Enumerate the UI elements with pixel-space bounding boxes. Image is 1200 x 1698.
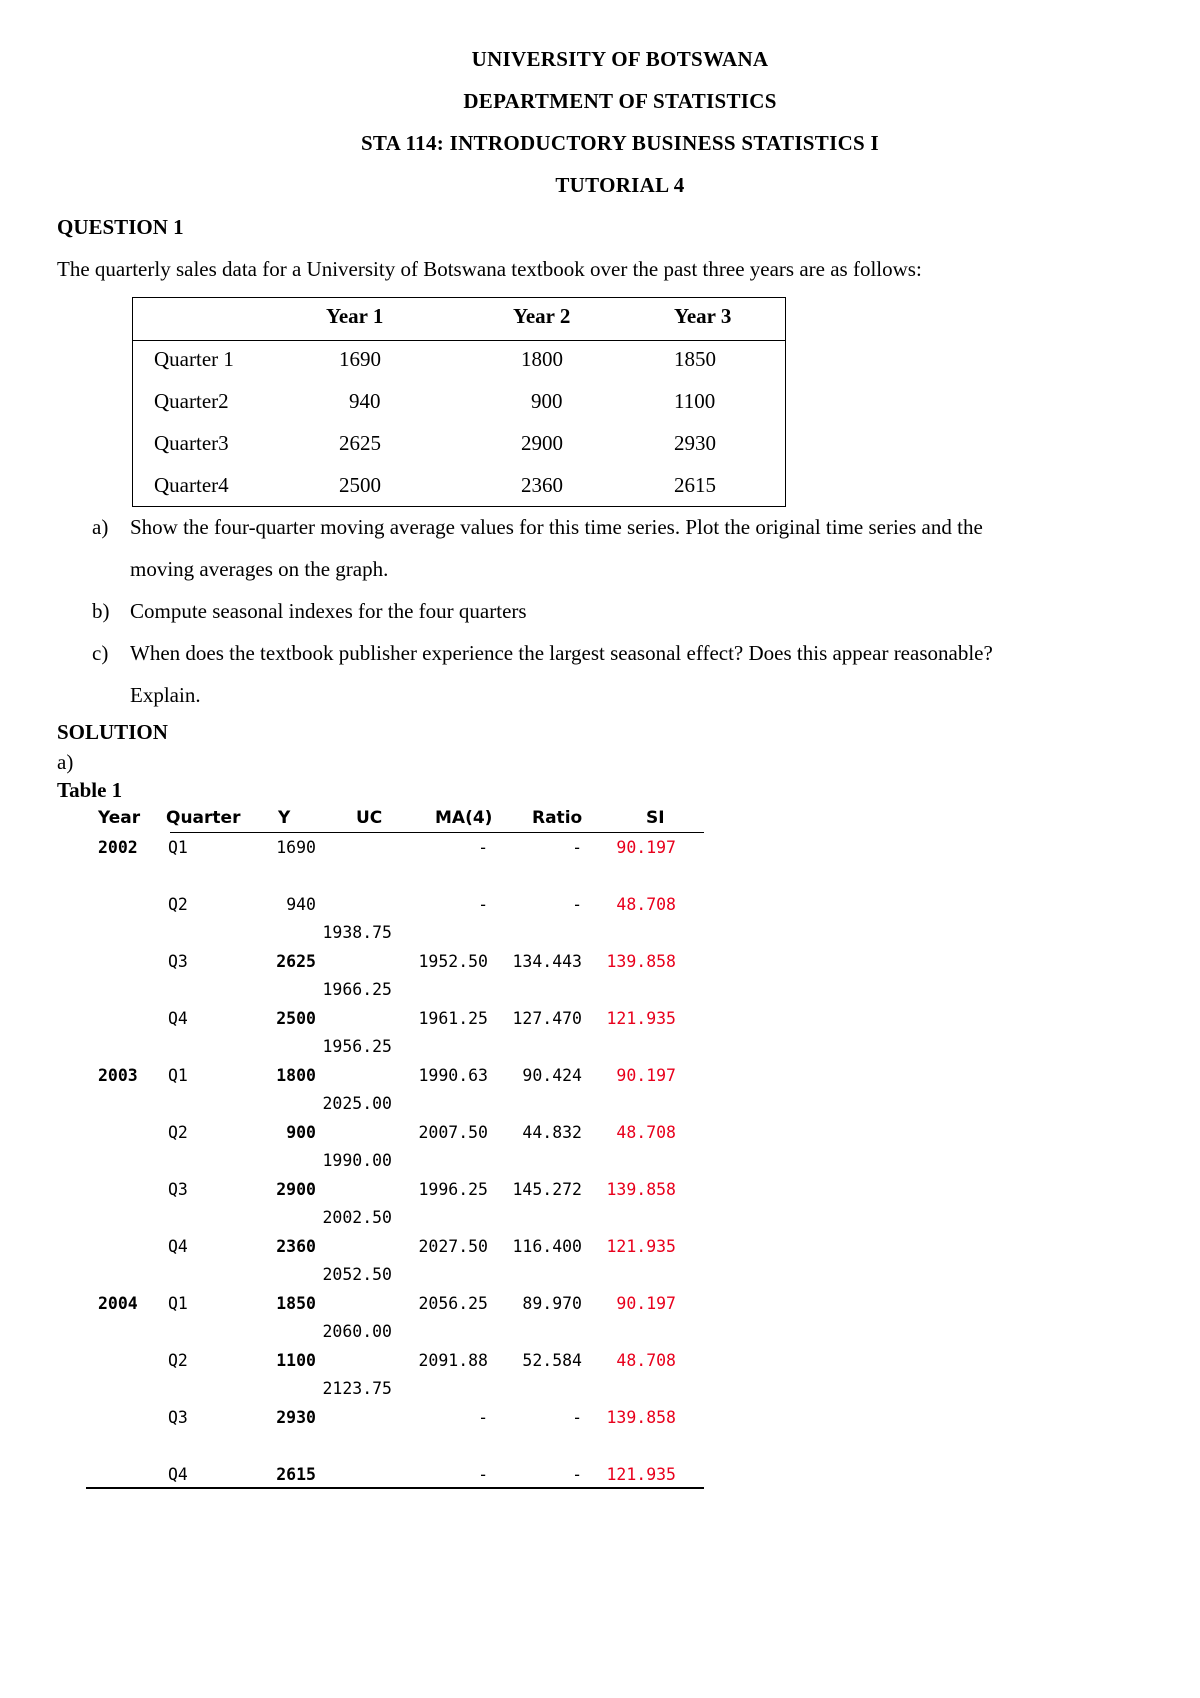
col-header-si: SI (646, 808, 665, 828)
row-label: Quarter3 (154, 431, 229, 455)
quarter-cell: Q4 (168, 1237, 188, 1256)
quarter-cell: Q1 (168, 1066, 188, 1085)
uc-cell: 1990.00 (322, 1151, 392, 1170)
question-1-intro: The quarterly sales data for a University of Botswana textbook over the past three years are as follows: (57, 257, 922, 281)
col-header-ratio: Ratio (532, 808, 583, 828)
table-cell: 2625 (339, 431, 381, 455)
sales-table-header-rule (133, 340, 785, 341)
part-a-text: Show the four-quarter moving average values for this time series. Plot the original time series and the (130, 515, 983, 539)
row-label: Quarter4 (154, 473, 229, 497)
uc-cell: 1956.25 (322, 1037, 392, 1056)
ratio-cell: - (572, 1408, 582, 1427)
uc-cell: 2052.50 (322, 1265, 392, 1284)
si-cell: 139.858 (606, 952, 676, 971)
col-header-uc: UC (356, 808, 383, 828)
table-cell: 1800 (521, 347, 563, 371)
ma4-cell: 2027.50 (418, 1237, 488, 1256)
y-value-cell: 2500 (276, 1009, 316, 1028)
y-value-cell: 1850 (276, 1294, 316, 1313)
si-cell: 90.197 (616, 838, 676, 857)
year-cell: 2003 (98, 1066, 138, 1085)
ma4-cell: - (478, 1408, 488, 1427)
quarter-cell: Q2 (168, 1351, 188, 1370)
ma4-cell: 2056.25 (418, 1294, 488, 1313)
ma4-cell: - (478, 838, 488, 857)
ratio-cell: 134.443 (512, 952, 582, 971)
uc-cell: 2123.75 (322, 1379, 392, 1398)
part-a-marker: a) (92, 515, 109, 539)
quarter-cell: Q3 (168, 952, 188, 971)
moving-average-table (86, 808, 704, 1490)
uc-cell: 1938.75 (322, 923, 392, 942)
uc-cell: 2002.50 (322, 1208, 392, 1227)
si-cell: 48.708 (616, 1123, 676, 1142)
quarter-cell: Q2 (168, 895, 188, 914)
ratio-cell: 127.470 (512, 1009, 582, 1028)
table-cell: 900 (531, 389, 563, 413)
y-value-cell: 2930 (276, 1408, 316, 1427)
ratio-cell: 116.400 (512, 1237, 582, 1256)
col-header-year-1: Year 1 (326, 304, 384, 328)
part-c-text: When does the textbook publisher experience the largest seasonal effect? Does this appear reasonable? (130, 641, 993, 665)
ratio-cell: 44.832 (522, 1123, 582, 1142)
year-cell: 2002 (98, 838, 138, 857)
ma4-cell: 1996.25 (418, 1180, 488, 1199)
quarter-cell: Q3 (168, 1408, 188, 1427)
si-cell: 121.935 (606, 1237, 676, 1256)
quarter-cell: Q4 (168, 1465, 188, 1484)
ratio-cell: 52.584 (522, 1351, 582, 1370)
table-header-rule (170, 832, 704, 833)
ratio-cell: 89.970 (522, 1294, 582, 1313)
si-cell: 139.858 (606, 1180, 676, 1199)
y-value-cell: 2625 (276, 952, 316, 971)
si-cell: 121.935 (606, 1009, 676, 1028)
part-b-text: Compute seasonal indexes for the four quarters (130, 599, 527, 623)
si-cell: 121.935 (606, 1465, 676, 1484)
ma4-cell: 2007.50 (418, 1123, 488, 1142)
table-cell: 2615 (674, 473, 716, 497)
col-header-year-2: Year 2 (513, 304, 571, 328)
y-value-cell: 1100 (276, 1351, 316, 1370)
table-1-title: Table 1 (57, 778, 123, 802)
year-cell: 2004 (98, 1294, 138, 1313)
y-value-cell: 940 (286, 895, 316, 914)
uc-cell: 1966.25 (322, 980, 392, 999)
si-cell: 90.197 (616, 1066, 676, 1085)
y-value-cell: 2900 (276, 1180, 316, 1199)
sales-data-table (132, 297, 786, 507)
table-cell: 1100 (674, 389, 716, 413)
tutorial-title: TUTORIAL 4 (555, 173, 685, 197)
row-label: Quarter 1 (154, 347, 234, 371)
y-value-cell: 2615 (276, 1465, 316, 1484)
ma4-cell: - (478, 895, 488, 914)
ma4-cell: 1990.63 (418, 1066, 488, 1085)
part-b-marker: b) (92, 599, 110, 623)
uc-cell: 2025.00 (322, 1094, 392, 1113)
y-value-cell: 1690 (276, 838, 316, 857)
ratio-cell: - (572, 838, 582, 857)
col-header-quarter: Quarter (166, 808, 241, 828)
table-cell: 940 (349, 389, 381, 413)
part-c-marker: c) (92, 641, 109, 665)
course-title: STA 114: INTRODUCTORY BUSINESS STATISTICS I (360, 131, 880, 155)
y-value-cell: 1800 (276, 1066, 316, 1085)
quarter-cell: Q3 (168, 1180, 188, 1199)
ratio-cell: - (572, 1465, 582, 1484)
ratio-cell: - (572, 895, 582, 914)
table-cell: 2930 (674, 431, 716, 455)
col-header-year: Year (98, 808, 141, 828)
table-cell: 1690 (339, 347, 381, 371)
solution-title: SOLUTION (57, 720, 168, 744)
table-cell: 2900 (521, 431, 563, 455)
si-cell: 90.197 (616, 1294, 676, 1313)
quarter-cell: Q4 (168, 1009, 188, 1028)
row-label: Quarter2 (154, 389, 229, 413)
ratio-cell: 145.272 (512, 1180, 582, 1199)
ratio-cell: 90.424 (522, 1066, 582, 1085)
col-header-year-3: Year 3 (674, 304, 732, 328)
col-header-y: Y (278, 808, 291, 828)
si-cell: 139.858 (606, 1408, 676, 1427)
table-cell: 1850 (674, 347, 716, 371)
ma4-cell: 2091.88 (418, 1351, 488, 1370)
table-bottom-rule (86, 1487, 704, 1489)
university-title: UNIVERSITY OF BOTSWANA (471, 47, 769, 71)
y-value-cell: 2360 (276, 1237, 316, 1256)
solution-part-a: a) (57, 750, 74, 774)
department-title: DEPARTMENT OF STATISTICS (463, 89, 777, 113)
table-cell: 2500 (339, 473, 381, 497)
part-a-text-cont: moving averages on the graph. (130, 557, 389, 581)
si-cell: 48.708 (616, 895, 676, 914)
col-header-ma4: MA(4) (435, 808, 493, 828)
part-c-text-cont: Explain. (130, 683, 201, 707)
quarter-cell: Q1 (168, 838, 188, 857)
si-cell: 48.708 (616, 1351, 676, 1370)
table-cell: 2360 (521, 473, 563, 497)
question-1-title: QUESTION 1 (57, 215, 184, 239)
ma4-cell: 1952.50 (418, 952, 488, 971)
uc-cell: 2060.00 (322, 1322, 392, 1341)
quarter-cell: Q1 (168, 1294, 188, 1313)
y-value-cell: 900 (286, 1123, 316, 1142)
quarter-cell: Q2 (168, 1123, 188, 1142)
ma4-cell: 1961.25 (418, 1009, 488, 1028)
ma4-cell: - (478, 1465, 488, 1484)
